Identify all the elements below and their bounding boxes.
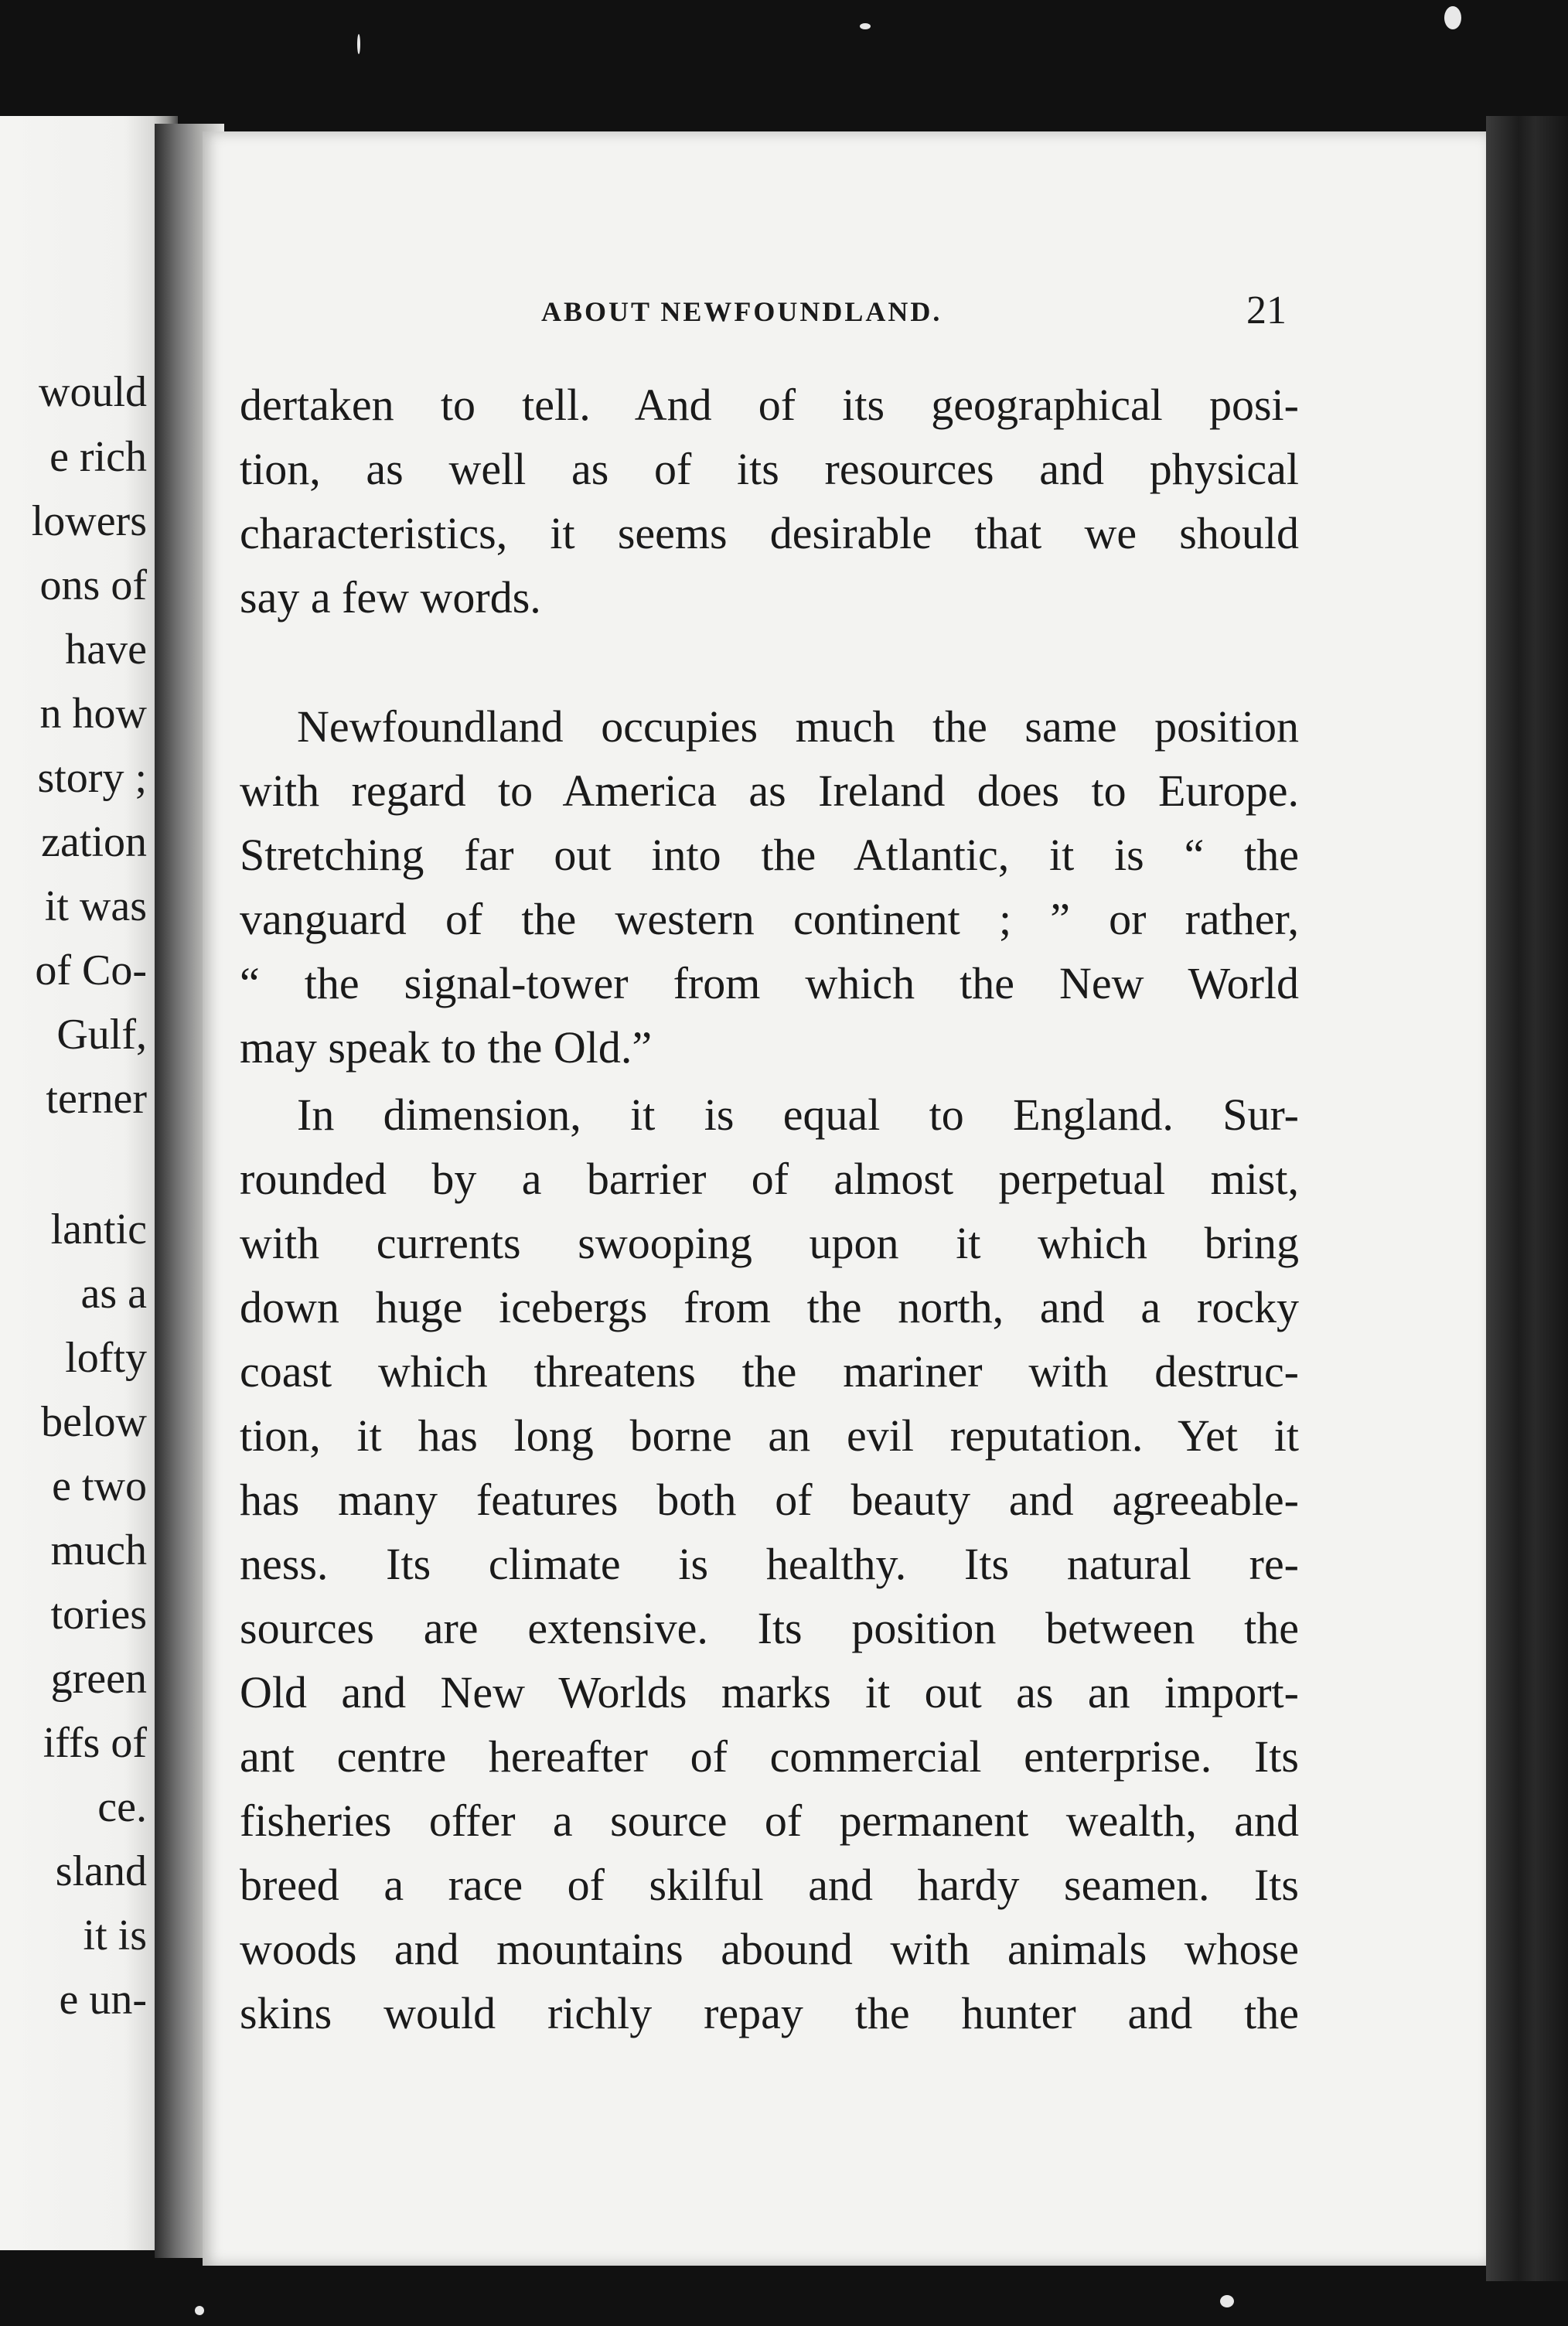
left-line: of Co- (35, 946, 147, 994)
left-line: have (65, 626, 147, 674)
text-line: tion, as well as of its resources and physical (240, 444, 1299, 494)
left-line: it is (83, 1912, 147, 1959)
text-line: say a few words. (240, 572, 541, 622)
text-line: may speak to the Old.” (240, 1022, 653, 1073)
left-line: iffs of (43, 1719, 147, 1767)
paragraph-dimension (240, 1083, 1299, 2045)
text-line: down huge icebergs from the north, and a rocky (240, 1282, 1299, 1332)
left-line: much (50, 1526, 147, 1574)
scan-speck (357, 34, 360, 54)
paragraph-continuation (240, 373, 1299, 629)
text-line: Old and New Worlds marks it out as an import- (240, 1667, 1299, 1717)
left-line: would (39, 368, 147, 416)
text-line: with regard to America as Ireland does to Europe. (240, 766, 1299, 816)
paragraph-position (240, 694, 1299, 1079)
page-number: 21 (1246, 288, 1287, 333)
left-line: below (41, 1398, 147, 1446)
left-line: story ; (37, 754, 147, 802)
text-line: rounded by a barrier of almost perpetual mist, (240, 1154, 1299, 1204)
left-line: zation (41, 818, 147, 866)
scan-speck (1220, 2295, 1234, 2307)
running-head: ABOUT NEWFOUNDLAND. (541, 296, 943, 327)
left-line: lofty (65, 1334, 147, 1382)
left-line: terner (46, 1075, 147, 1123)
left-line: it was (44, 882, 147, 930)
text-line: breed a race of skilful and hardy seamen. Its (240, 1860, 1299, 1910)
text-line: dertaken to tell. And of its geographical posi- (240, 380, 1299, 430)
scan-speck (195, 2306, 204, 2315)
text-line: characteristics, it seems desirable that we should (240, 508, 1299, 558)
text-line: ness. Its climate is healthy. Its natural re- (240, 1539, 1299, 1589)
text-line: Newfoundland occupies much the same position (297, 701, 1299, 752)
left-line: Gulf, (56, 1011, 147, 1059)
left-line: e two (52, 1462, 147, 1510)
scan-speck (1444, 6, 1461, 29)
left-line: e rich (49, 433, 147, 481)
text-line: with currents swooping upon it which bring (240, 1218, 1299, 1268)
scan-speck (860, 23, 871, 29)
text-line: sources are extensive. Its position between the (240, 1603, 1299, 1653)
left-line: ons of (39, 561, 147, 609)
left-line: tories (50, 1591, 147, 1639)
text-line: woods and mountains abound with animals whose (240, 1924, 1299, 1974)
text-line: In dimension, it is equal to England. Sur- (297, 1090, 1299, 1140)
left-line: as a (80, 1270, 147, 1318)
text-line: “ the signal-tower from which the New World (240, 958, 1299, 1008)
left-line: sland (55, 1847, 147, 1895)
text-line: ant centre hereafter of commercial enterprise. Its (240, 1731, 1299, 1782)
left-line: lowers (31, 497, 147, 545)
text-line: skins would richly repay the hunter and the (240, 1988, 1299, 2038)
text-line: Stretching far out into the Atlantic, it is “ the (240, 830, 1299, 880)
text-line: fisheries offer a source of permanent wealth, and (240, 1796, 1299, 1846)
left-line: e un- (59, 1976, 147, 2024)
text-line: vanguard of the western continent ; ” or rather, (240, 894, 1299, 944)
page-edge (1486, 116, 1568, 2281)
left-line: n how (39, 690, 147, 738)
left-line: lantic (50, 1206, 147, 1253)
previous-page-fragment (0, 116, 178, 2250)
left-line: ce. (97, 1783, 147, 1831)
text-line: has many features both of beauty and agreeable- (240, 1475, 1299, 1525)
text-line: coast which threatens the mariner with destruc- (240, 1346, 1299, 1397)
left-line: green (50, 1655, 147, 1703)
text-line: tion, it has long borne an evil reputation. Yet it (240, 1410, 1299, 1461)
